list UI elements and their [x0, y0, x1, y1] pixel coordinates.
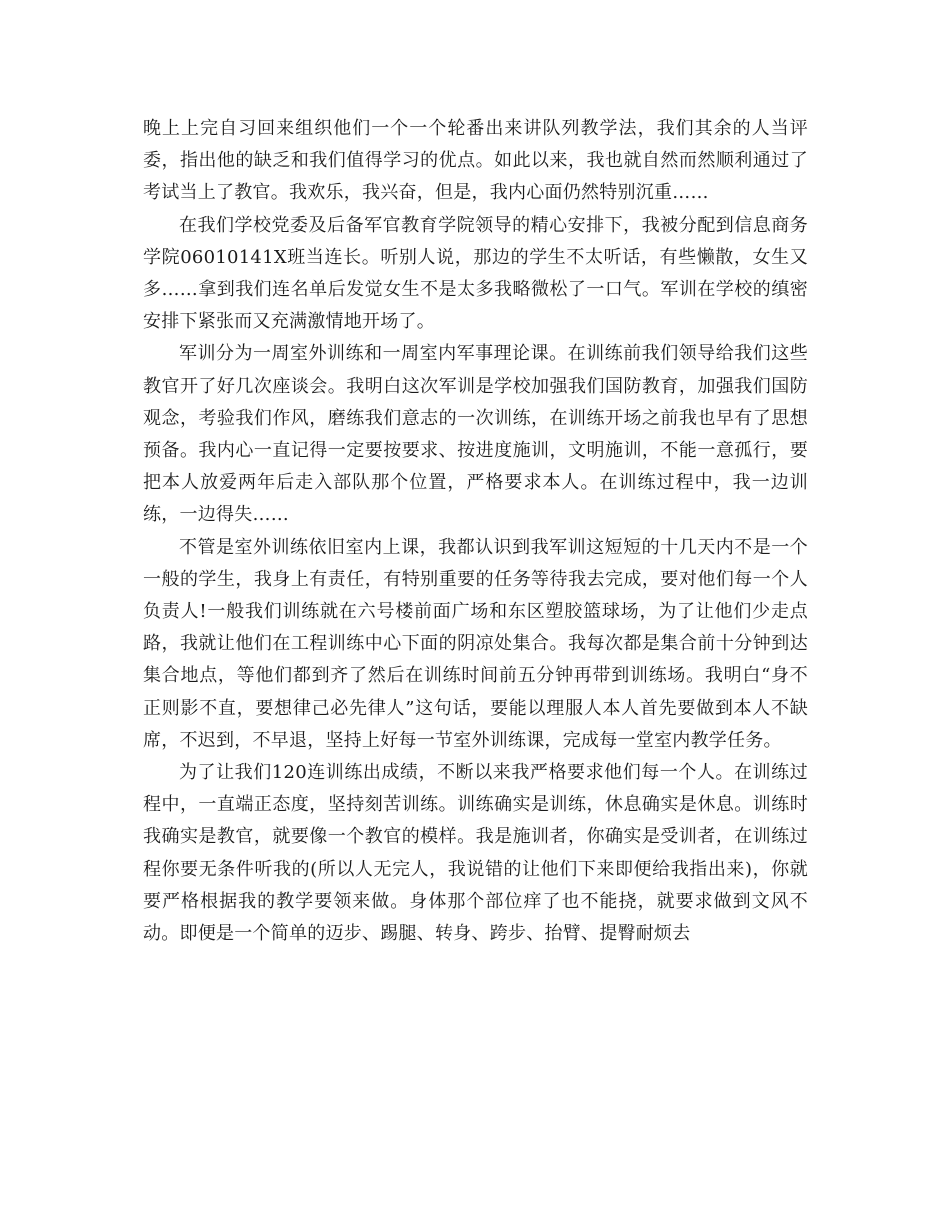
document-body	[143, 113, 808, 950]
paragraph-5: 为了让我们120连训练出成绩，不断以来我严格要求他们每一个人。在训练过程中，一直端正态度，坚持刻苦训练。训练确实是训练，休息确实是休息。训练时我确实是教官，就要像一个教官的模样。我是施训者，你确实是受训者，在训练过程你要无条件听我的(所以人无完人，我说错的让他们下来即便给我指出来)，你就要严格根据我的教学要领来做。身体那个部位痒了也不能挠，就要求做到文风不动。即便是一个简单的迈步、踢腿、转身、跨步、抬臂、提臀耐烦去	[143, 762, 808, 945]
paragraph-4: 不管是室外训练依旧室内上课，我都认识到我军训这短短的十几天内不是一个一般的学生，我身上有责任，有特别重要的任务等待我去完成，要对他们每一个人负责人!一般我们训练就在六号楼前面广场和东区塑胶篮球场，为了让他们少走点路，我就让他们在工程训练中心下面的阴凉处集合。我每次都是集合前十分钟到达集合地点，等他们都到齐了然后在训练时间前五分钟再带到训练场。我明白“身不正则影不直，要想律己必先律人”这句话，要能以理服人本人首先要做到本人不缺席，不迟到，不早退，坚持上好每一节室外训练课，完成每一堂室内教学任务。	[143, 536, 808, 751]
paragraph-2: 在我们学校党委及后备军官教育学院领导的精心安排下，我被分配到信息商务学院06010141X班当连长。听别人说，那边的学生不太听话，有些懒散，女生又多……拿到我们连名单后发觉女生不是太多我略微松了一口气。军训在学校的缜密安排下紧张而又充满激情地开场了。	[143, 214, 808, 333]
paragraph-3: 军训分为一周室外训练和一周室内军事理论课。在训练前我们领导给我们这些教官开了好几次座谈会。我明白这次军训是学校加强我们国防教育，加强我们国防观念，考验我们作风，磨练我们意志的一次训练，在训练开场之前我也早有了思想预备。我内心一直记得一定要按要求、按进度施训，文明施训，不能一意孤行，要把本人放爱两年后走入部队那个位置，严格要求本人。在训练过程中，我一边训练，一边得失……	[143, 343, 808, 526]
paragraph-1: 晚上上完自习回来组织他们一个一个轮番出来讲队列教学法，我们其余的人当评委，指出他的缺乏和我们值得学习的优点。如此以来，我也就自然而然顺利通过了考试当上了教官。我欢乐，我兴奋，但是，我内心面仍然特别沉重……	[143, 118, 808, 204]
